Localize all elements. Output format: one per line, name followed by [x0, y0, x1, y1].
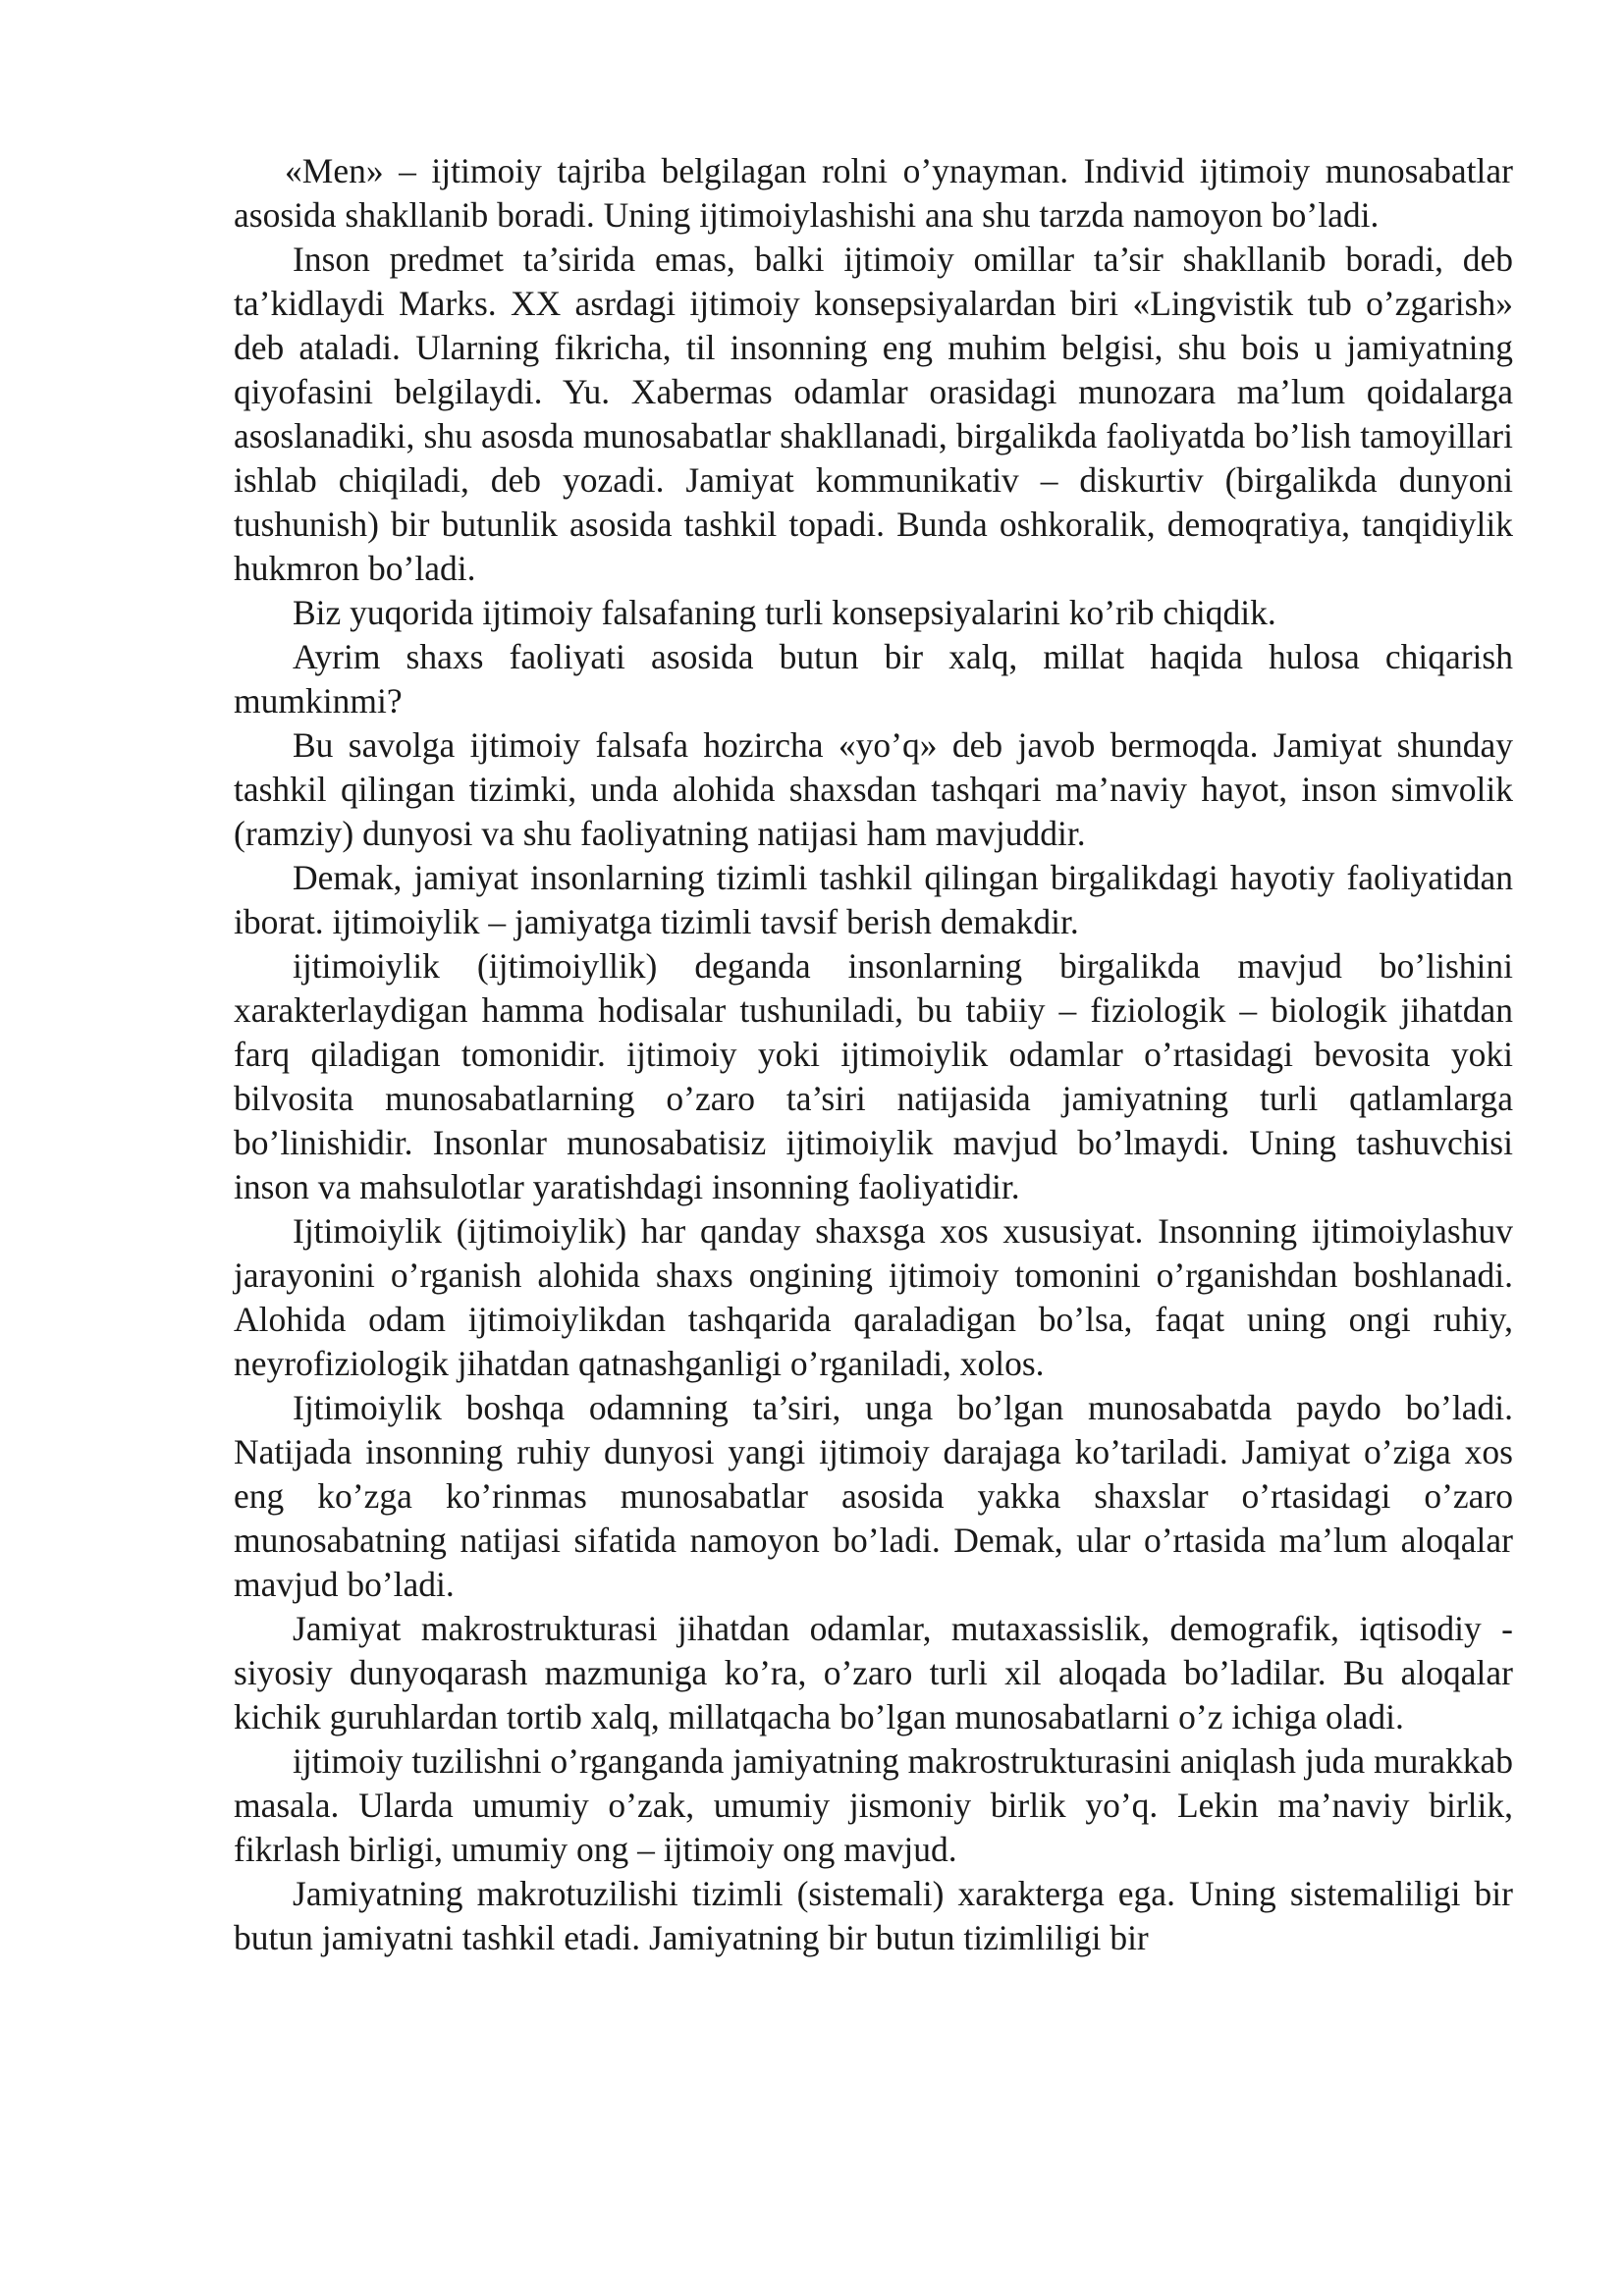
paragraph-3: Biz yuqorida ijtimoiy falsafaning turli konsepsiyalarini ko’rib chiqdik. — [293, 593, 1276, 632]
document-page — [234, 149, 1513, 1960]
paragraph-1: «Men» – ijtimoiy tajriba belgilagan rolni o’ynayman. Individ ijtimoiy munosabatlar asosida shakllanib boradi. Uning ijtimoiylashishi ana shu tarzda namoyon bo’ladi. — [234, 151, 1513, 235]
paragraph-5: Bu savolga ijtimoiy falsafa hozircha «yo’q» deb javob bermoqda. Jamiyat shunday tashkil qilingan tizimki, unda alohida shaxsdan tashqari ma’naviy hayot, inson simvolik (ramziy) dunyosi va shu faoliyatning natijasi ham mavjuddir. — [234, 725, 1513, 853]
paragraph-10: Jamiyat makrostrukturasi jihatdan odamlar, mutaxassislik, demografik, iqtisodiy - siyosiy dunyoqarash mazmuniga ko’ra, o’zaro turli xil aloqada bo’ladilar. Bu aloqalar kichik guruhlardan tortib xalq, millatqacha bo’lgan munosabatlarni o’z ichiga oladi. — [234, 1609, 1513, 1736]
paragraph-12: Jamiyatning makrotuzilishi tizimli (sistemali) xarakterga ega. Uning sistemaliligi bir butun jamiyatni tashkil etadi. Jamiyatning bir butun tizimliligi bir — [234, 1874, 1513, 1957]
paragraph-4: Ayrim shaxs faoliyati asosida butun bir xalq, millat haqida hulosa chiqarish mumkinmi? — [234, 637, 1513, 721]
paragraph-2: Inson predmet ta’sirida emas, balki ijtimoiy omillar ta’sir shakllanib boradi, deb ta’kidlaydi Marks. XX asrdagi ijtimoiy konsepsiyalardan biri «Lingvistik tub o’zgarish» deb ataladi. Ularning fikricha, til insonning eng muhim belgisi, shu bois u jamiyatning qiyofasini belgilaydi. Yu. Xabermas odamlar orasidagi munozara ma’lum qoidalarga asoslanadiki, shu asosda munosabatlar shakllanadi, birgalikda faoliyatda bo’lish tamoyillari ishlab chiqiladi, deb yozadi. Jamiyat kommunikativ – diskurtiv (birgalikda dunyoni tushunish) bir butunlik asosida tashkil topadi. Bunda oshkoralik, demoqratiya, tanqidiylik hukmron bo’ladi. — [234, 240, 1513, 588]
paragraph-8: Ijtimoiylik (ijtimoiylik) har qanday shaxsga xos xususiyat. Insonning ijtimoiylashuv jarayonini o’rganish alohida shaxs ongining ijtimoiy tomonini o’rganishdan boshlanadi. Alohida odam ijtimoiylikdan tashqarida qaraladigan bo’lsa, faqat uning ongi ruhiy, neyrofiziologik jihatdan qatnashganligi o’rganiladi, xolos. — [234, 1211, 1513, 1383]
paragraph-9: Ijtimoiylik boshqa odamning ta’siri, unga bo’lgan munosabatda paydo bo’ladi. Natijada insonning ruhiy dunyosi yangi ijtimoiy darajaga ko’tariladi. Jamiyat o’ziga xos eng ko’zga ko’rinmas munosabatlar asosida yakka shaxslar o’rtasidagi o’zaro munosabatning natijasi sifatida namoyon bo’ladi. Demak, ular o’rtasida ma’lum aloqalar mavjud bo’ladi. — [234, 1388, 1513, 1604]
paragraph-11: ijtimoiy tuzilishni o’rganganda jamiyatning makrostrukturasini aniqlash juda murakkab masala. Ularda umumiy o’zak, umumiy jismoniy birlik yo’q. Lekin ma’naviy birlik, fikrlash birligi, umumiy ong – ijtimoiy ong mavjud. — [234, 1741, 1513, 1869]
paragraph-7: ijtimoiylik (ijtimoiyllik) deganda insonlarning birgalikda mavjud bo’lishini xarakterlaydigan hamma hodisalar tushuniladi, bu tabiiy – fiziologik – biologik jihatdan farq qiladigan tomonidir. ijtimoiy yoki ijtimoiylik odamlar o’rtasidagi bevosita yoki bilvosita munosabatlarning o’zaro ta’siri natijasida jamiyatning turli qatlamlarga bo’linishidir. Insonlar munosabatisiz ijtimoiylik mavjud bo’lmaydi. Uning tashuvchisi inson va mahsulotlar yaratishdagi insonning faoliyatidir. — [234, 946, 1513, 1206]
paragraph-6: Demak, jamiyat insonlarning tizimli tashkil qilingan birgalikdagi hayotiy faoliyatidan iborat. ijtimoiylik – jamiyatga tizimli tavsif berish demakdir. — [234, 858, 1513, 941]
